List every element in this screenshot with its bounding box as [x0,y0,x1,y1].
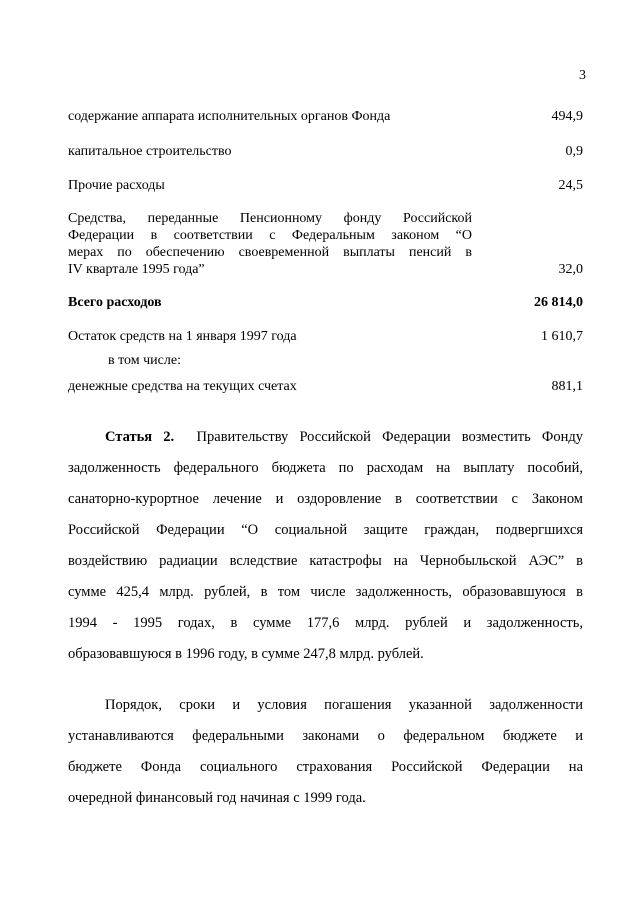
transfer-label [68,210,472,278]
article-2-line: воздействию радиации вследствие катастрофы на Чернобыльской АЭС” в [68,553,583,569]
article-2-line: 1994 - 1995 годах, в сумме 177,6 млрд. рублей и задолженность, [68,615,583,631]
procedure-line: Порядок, сроки и условия погашения указанной задолженности [105,697,583,713]
article-2-line: Российской Федерации “О социальной защите граждан, подвергшихся [68,522,583,538]
expense-value: 0,9 [565,144,583,159]
procedure-paragraph [68,690,583,814]
article-2-line: сумме 425,4 млрд. рублей, в том числе задолженность, образовавшуюся в [68,584,583,600]
expense-value: 494,9 [551,109,583,124]
procedure-line: бюджете Фонда социального страхования Российской Федерации на [68,759,583,775]
transfer-line: Средства, переданные Пенсионному фонду Российской [68,211,472,226]
expense-label: Прочие расходы [68,178,165,193]
transfer-value: 32,0 [558,262,583,277]
transfer-line: мерах по обеспечению своевременной выплаты пенсий в [68,245,472,260]
including-row [68,352,583,369]
cash-label: денежные средства на текущих счетах [68,379,297,394]
article-2-line: Статья 2. Правительству Российской Федерации возместить Фонду [105,429,584,445]
expense-row-admin [68,108,583,125]
page-number: 3 [579,68,586,83]
expense-row-other [68,177,583,194]
article-2-line: образовавшуюся в 1996 году, в сумме 247,8 млрд. рублей. [68,646,424,662]
including-label: в том числе: [108,353,181,368]
procedure-line: устанавливаются федеральными законами о федеральном бюджете и [68,728,583,744]
total-value: 26 814,0 [534,295,583,310]
total-label: Всего расходов [68,295,162,310]
article-2-line: задолженность федерального бюджета по расходам на выплату пособий, [68,460,583,476]
balance-value: 1 610,7 [541,329,583,344]
expense-row-construction [68,143,583,160]
article-2-paragraph [68,422,583,670]
transfer-line: IV квартале 1995 года” [68,262,205,277]
cash-row [68,378,583,395]
balance-row [68,328,583,345]
expense-label: содержание аппарата исполнительных органов Фонда [68,109,391,124]
transfer-line: Федерации в соответствии с Федеральным законом “О [68,228,472,243]
cash-value: 881,1 [551,379,583,394]
balance-label: Остаток средств на 1 января 1997 года [68,329,297,344]
expense-value: 24,5 [558,178,583,193]
total-row [68,294,583,311]
expense-row-transfer [68,210,583,278]
procedure-line: очередной финансовый год начиная с 1999 года. [68,790,366,806]
article-2-title: Статья 2. [105,429,175,445]
expense-label: капитальное строительство [68,144,232,159]
article-2-line: санаторно-курортное лечение и оздоровление в соответствии с Законом [68,491,583,507]
